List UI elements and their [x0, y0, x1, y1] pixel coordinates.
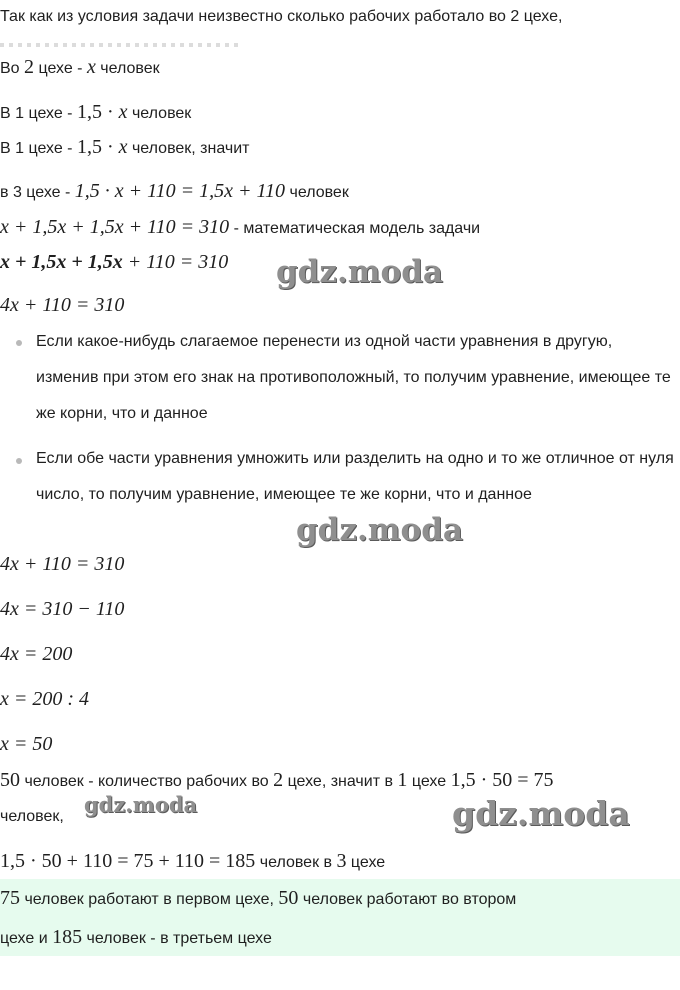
conclusion-line-2: человек,	[0, 808, 64, 825]
watermark-logo: gdz.moda	[84, 792, 198, 817]
line-workers-shop-3: в 3 цехе - 1,5 · x + 110 = 1,5x + 110 человек	[0, 180, 349, 202]
calculation-shop-3: 1,5 · 50 + 110 = 75 + 110 = 185 человек в 3 цехе	[0, 850, 386, 872]
line-equation-simplified: 4x + 110 = 310	[0, 294, 125, 316]
step-2: 4x = 310 − 110	[0, 598, 125, 620]
step-5: x = 50	[0, 733, 53, 755]
rule-multiply-divide: Если обе части уравнения умножить или разделить на одно и то же отличное от нуля число, то получим уравнение, имеющее те же корни, что и данное	[36, 450, 674, 503]
conclusion-line: 50 человек - количество рабочих во 2 цехе, значит в 1 цехе 1,5 · 50 = 75	[0, 769, 554, 791]
bullet-dot	[16, 340, 22, 346]
line-workers-shop-1-therefore: В 1 цехе - 1,5 · x человек, значит	[0, 136, 250, 158]
line-equation-bold: x + 1,5x + 1,5x + 110 = 310	[0, 251, 229, 273]
intro-text: Так как из условия задачи неизвестно сколько рабочих работало во 2 цехе,	[0, 8, 563, 25]
step-1: 4x + 110 = 310	[0, 553, 125, 575]
line-workers-shop-1: В 1 цехе - 1,5 · x человек	[0, 101, 192, 123]
answer-box	[0, 879, 680, 956]
rule-transfer-term: Если какое-нибудь слагаемое перенести из одной части уравнения в другую, изменив при этом его знак на противоположный, то получим уравнение, имеющее те же корни, что и данное	[36, 333, 671, 422]
line-math-model: x + 1,5x + 1,5x + 110 = 310 - математическая модель задачи	[0, 216, 481, 238]
answer-line-2: цехе и 185 человек - в третьем цехе	[0, 926, 272, 948]
bullet-dot	[16, 458, 22, 464]
cropped-line	[0, 43, 240, 47]
watermark-logo: gdz.moda	[452, 794, 630, 833]
watermark-logo: gdz.moda	[296, 512, 463, 548]
answer-line-1: 75 человек работают в первом цехе, 50 человек работают во втором	[0, 887, 517, 909]
step-4: x = 200 : 4	[0, 688, 90, 710]
watermark-logo: gdz.moda	[276, 254, 443, 290]
step-3: 4x = 200	[0, 643, 73, 665]
line-workers-shop-2: Во 2 цехе - x человек	[0, 56, 160, 78]
